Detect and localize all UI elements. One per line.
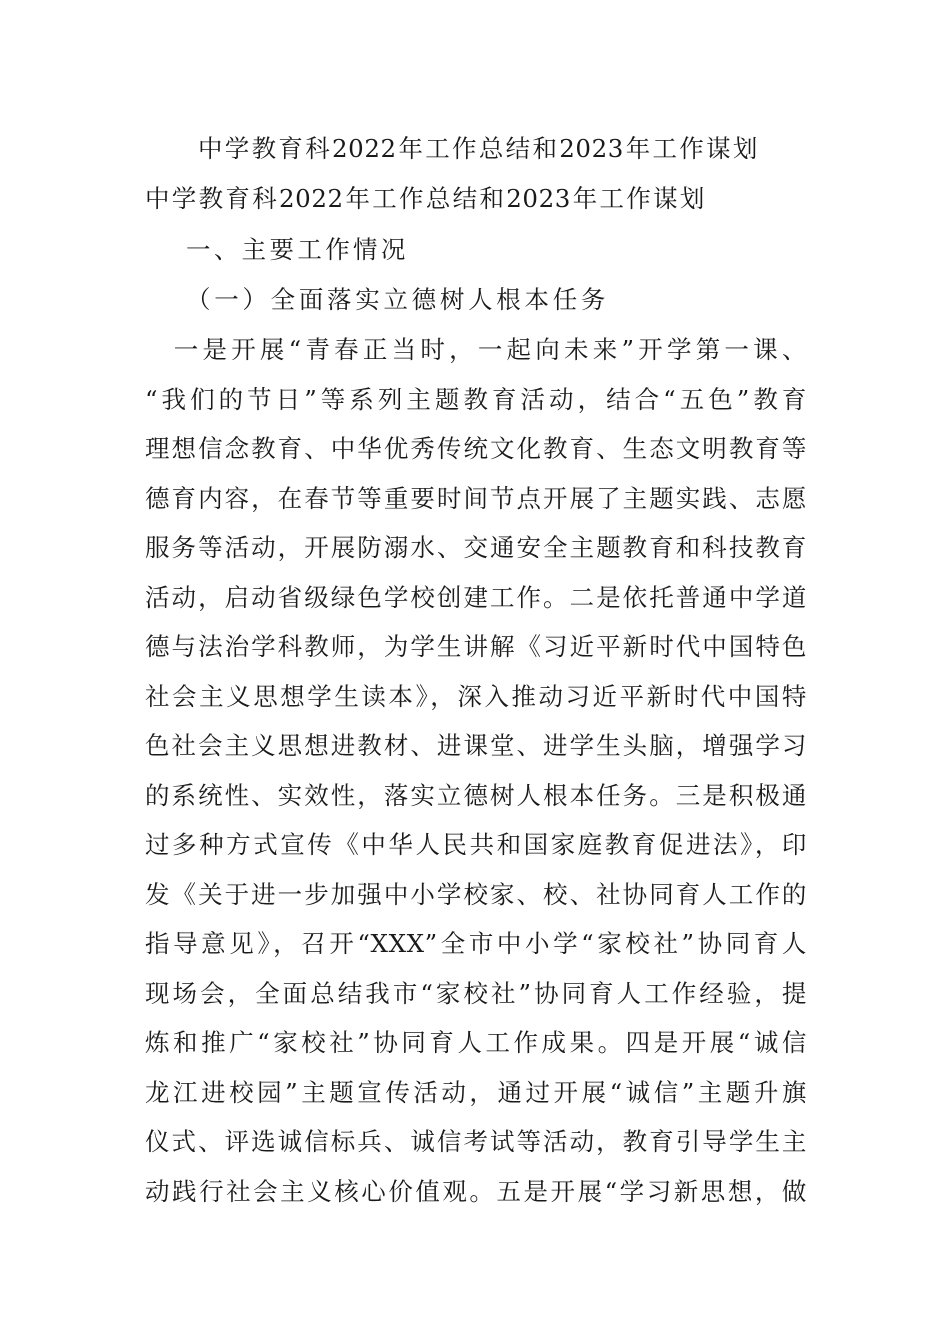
body-line: 活动，启动省级绿色学校创建工作。二是依托普通中学道 <box>145 583 807 612</box>
body-line: 的系统性、实效性，落实立德树人根本任务。三是积极通 <box>145 781 807 810</box>
body-line: 德与法治学科教师，为学生讲解《习近平新时代中国特色 <box>145 632 807 661</box>
body-line: 色社会主义思想进教材、进课堂、进学生头脑，增强学习 <box>145 731 807 760</box>
body-line: 服务等活动，开展防溺水、交通安全主题教育和科技教育 <box>145 533 807 562</box>
body-line: 一是开展“青春正当时，一起向未来”开学第一课、 <box>145 335 807 364</box>
body-line: 动践行社会主义核心价值观。五是开展“学习新思想，做 <box>145 1177 807 1206</box>
body-line: 现场会，全面总结我市“家校社”协同育人工作经验，提 <box>145 979 807 1008</box>
body-line: 指导意见》，召开“XXX”全市中小学“家校社”协同育人 <box>145 929 807 958</box>
document-title-repeat: 中学教育科2022年工作总结和2023年工作谋划 <box>145 184 705 213</box>
body-line: 炼和推广“家校社”协同育人工作成果。四是开展“诚信 <box>145 1028 807 1057</box>
body-line: 理想信念教育、中华优秀传统文化教育、生态文明教育等 <box>145 434 807 463</box>
section-heading: 一、主要工作情况 <box>186 235 406 264</box>
body-line: 社会主义思想学生读本》，深入推动习近平新时代中国特 <box>145 682 807 711</box>
body-line: 发《关于进一步加强中小学校家、校、社协同育人工作的 <box>145 880 807 909</box>
body-line: 龙江进校园”主题宣传活动，通过开展“诚信”主题升旗 <box>145 1078 807 1107</box>
body-line: 仪式、评选诚信标兵、诚信考试等活动，教育引导学生主 <box>145 1127 807 1156</box>
body-line: 过多种方式宣传《中华人民共和国家庭教育促进法》，印 <box>145 830 807 859</box>
body-line: 德育内容，在春节等重要时间节点开展了主题实践、志愿 <box>145 484 807 513</box>
document-title: 中学教育科2022年工作总结和2023年工作谋划 <box>198 134 758 163</box>
body-line: “我们的节日”等系列主题教育活动，结合“五色”教育 <box>145 385 807 414</box>
subsection-heading: （一）全面落实立德树人根本任务 <box>186 285 606 314</box>
